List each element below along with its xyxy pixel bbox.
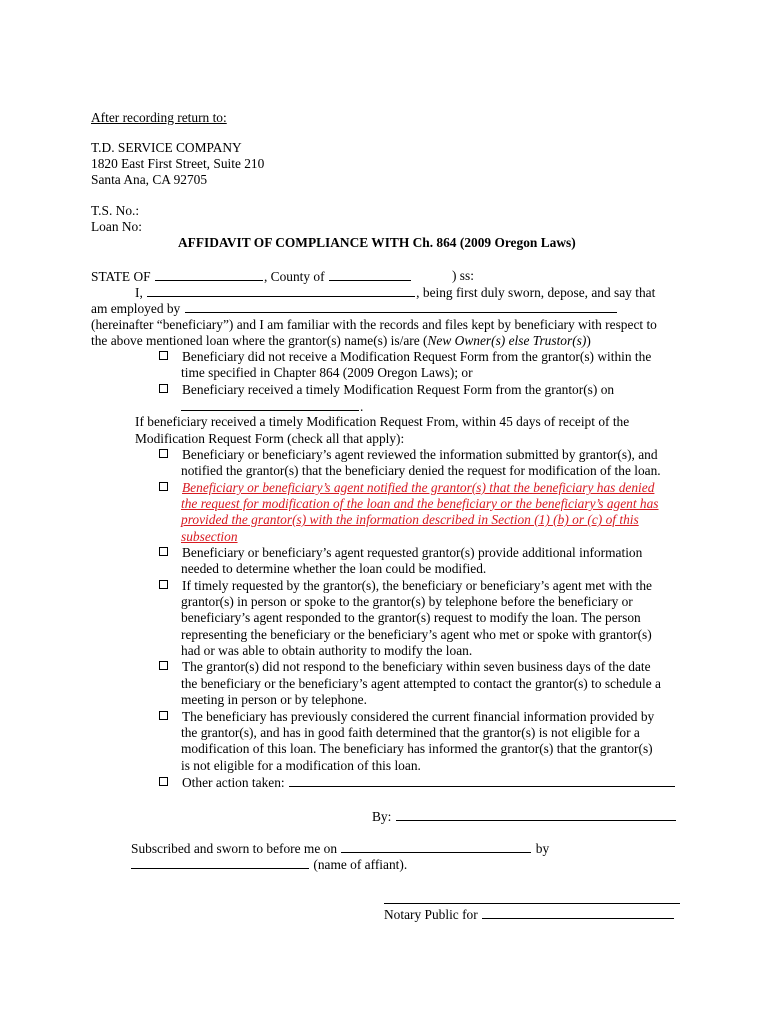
loan-number-label: Loan No:	[91, 219, 142, 234]
state-of-label: STATE OF	[91, 269, 151, 284]
return-to-label: After recording return to:	[91, 110, 227, 125]
checkbox-reviewed[interactable]	[159, 449, 168, 458]
receipt-date-line	[181, 398, 363, 415]
grantor-name-hint: New Owner(s) else Trustor(s)	[427, 333, 587, 348]
action-met-grantor-text-cont-3: representing the beneficiary or the beneficiary’s agent who met or spoke with grantor(s)	[181, 627, 652, 642]
subscribed-text: Subscribed and sworn to before me on	[131, 841, 338, 856]
action-denied-text-cont-2: provided the grantor(s) with the information described in Section (1) (b) or (c) of this	[181, 512, 639, 527]
action-requested-info	[159, 545, 642, 561]
action-reviewed-text: Beneficiary or beneficiary’s agent reviewed the information submitted by grantor(s), and	[182, 447, 658, 462]
checkbox-no-response[interactable]	[159, 661, 168, 670]
notary-state-blank[interactable]	[482, 906, 674, 919]
action-denied-notified	[159, 480, 654, 496]
receipt-date-blank[interactable]	[181, 398, 359, 411]
checkbox-not-eligible[interactable]	[159, 711, 168, 720]
loan-line-text: the above mentioned loan where the grantor(s) name(s) is/are (	[91, 333, 428, 348]
checkbox-other[interactable]	[159, 777, 168, 786]
employer-line	[91, 300, 618, 317]
receipt-option-1	[159, 349, 651, 365]
sworn-date-blank[interactable]	[341, 840, 531, 853]
affiant-name-line	[131, 856, 407, 873]
action-not-eligible-text-cont-1: the grantor(s), and has in good faith determined that the grantor(s) is not eligible for a	[181, 725, 640, 740]
subscribed-line	[131, 840, 549, 857]
receipt-option-1-text-cont: time specified in Chapter 864 (2009 Oregon Laws); or	[181, 365, 473, 380]
action-denied-text: Beneficiary or beneficiary’s agent notified the grantor(s) that the beneficiary has denied	[182, 480, 655, 495]
employed-by-label: am employed by	[91, 301, 181, 316]
affiant-i-label: I,	[135, 285, 143, 300]
affiant-name-sign-blank[interactable]	[131, 856, 309, 869]
notary-signature-line[interactable]	[384, 903, 680, 904]
action-not-eligible	[159, 709, 654, 725]
other-action-blank[interactable]	[289, 774, 675, 787]
receipt-option-2	[159, 382, 614, 398]
loan-line-close: )	[586, 333, 591, 348]
by-word: by	[535, 841, 550, 856]
action-no-response-text-cont-1: the beneficiary or the beneficiary’s agent attempted to contact the grantor(s) to schedule a	[181, 676, 661, 691]
action-reviewed-text-cont: notified the grantor(s) that the beneficiary denied the request for modification of the loan.	[181, 463, 661, 478]
county-of-label: , County of	[263, 269, 325, 284]
action-no-response-text: The grantor(s) did not respond to the beneficiary within seven business days of the date	[182, 659, 651, 674]
notary-label: Notary Public for	[384, 907, 478, 922]
company-name: T.D. SERVICE COMPANY	[91, 140, 242, 155]
sworn-text: , being first duly sworn, depose, and say that	[416, 285, 656, 300]
by-label: By:	[372, 809, 392, 824]
action-reviewed	[159, 447, 658, 463]
affiant-line	[135, 284, 655, 301]
action-not-eligible-text-cont-2: modification of this loan. The beneficiary has informed the grantor(s) that the grantor(s)	[181, 741, 653, 756]
if-received-text-cont: Modification Request Form (check all that apply):	[135, 431, 405, 446]
venue-line	[91, 268, 412, 285]
checkbox-timely-form[interactable]	[159, 384, 168, 393]
ts-number-label: T.S. No.:	[91, 203, 140, 218]
notary-line	[384, 906, 675, 923]
receipt-option-2-text: Beneficiary received a timely Modification Request Form from the grantor(s) on	[182, 382, 615, 397]
ss-label: ) ss:	[452, 268, 474, 283]
checkbox-denied-notified[interactable]	[159, 482, 168, 491]
receipt-option-1-text: Beneficiary did not receive a Modification Request Form from the grantor(s) within the	[182, 349, 652, 364]
action-no-response-text-cont-2: meeting in person or by telephone.	[181, 692, 367, 707]
state-blank[interactable]	[155, 268, 263, 281]
receipt-date-period: .	[360, 399, 364, 414]
action-met-grantor	[159, 578, 652, 594]
if-received-text: If beneficiary received a timely Modification Request From, within 45 days of receipt of the	[135, 414, 630, 429]
company-address-line1: 1820 East First Street, Suite 210	[91, 156, 265, 171]
action-requested-info-text-cont: needed to determine whether the loan could be modified.	[181, 561, 487, 576]
action-not-eligible-text: The beneficiary has previously considered the current financial information provided by	[182, 709, 655, 724]
affiant-name-blank[interactable]	[147, 284, 415, 297]
action-denied-text-cont-1: the request for modification of the loan and the beneficiary or the beneficiary’s agent has	[181, 496, 659, 511]
action-other-label: Other action taken:	[182, 775, 285, 790]
action-met-grantor-text-cont-2: beneficiary’s agent responded to the grantor(s) request to modify the loan. The person	[181, 610, 641, 625]
checkbox-requested-info[interactable]	[159, 547, 168, 556]
checkbox-no-form[interactable]	[159, 351, 168, 360]
by-line	[372, 808, 677, 825]
action-requested-info-text: Beneficiary or beneficiary’s agent requested grantor(s) provide additional information	[182, 545, 643, 560]
loan-grantor-line	[91, 333, 591, 349]
action-other	[159, 774, 676, 791]
company-address-line2: Santa Ana, CA 92705	[91, 172, 208, 187]
action-met-grantor-text: If timely requested by the grantor(s), the beneficiary or beneficiary’s agent met with the	[182, 578, 652, 593]
checkbox-met-grantor[interactable]	[159, 580, 168, 589]
document-title: AFFIDAVIT OF COMPLIANCE WITH Ch. 864 (2009 Oregon Laws)	[178, 235, 576, 250]
action-not-eligible-text-cont-3: is not eligible for a modification of this loan.	[181, 758, 421, 773]
beneficiary-line: (hereinafter “beneficiary”) and I am familiar with the records and files kept by beneficiary with respect to	[91, 317, 657, 332]
action-met-grantor-text-cont-1: grantor(s) in person or spoke to the grantor(s) by telephone before the beneficiary or	[181, 594, 633, 609]
county-blank[interactable]	[329, 268, 411, 281]
employer-blank[interactable]	[185, 300, 617, 313]
name-of-affiant-label: (name of affiant).	[313, 857, 408, 872]
signature-blank[interactable]	[396, 808, 676, 821]
action-no-response	[159, 659, 651, 675]
action-met-grantor-text-cont-4: had or was able to obtain authority to modify the loan.	[181, 643, 473, 658]
action-denied-text-cont-3: subsection	[181, 529, 238, 544]
